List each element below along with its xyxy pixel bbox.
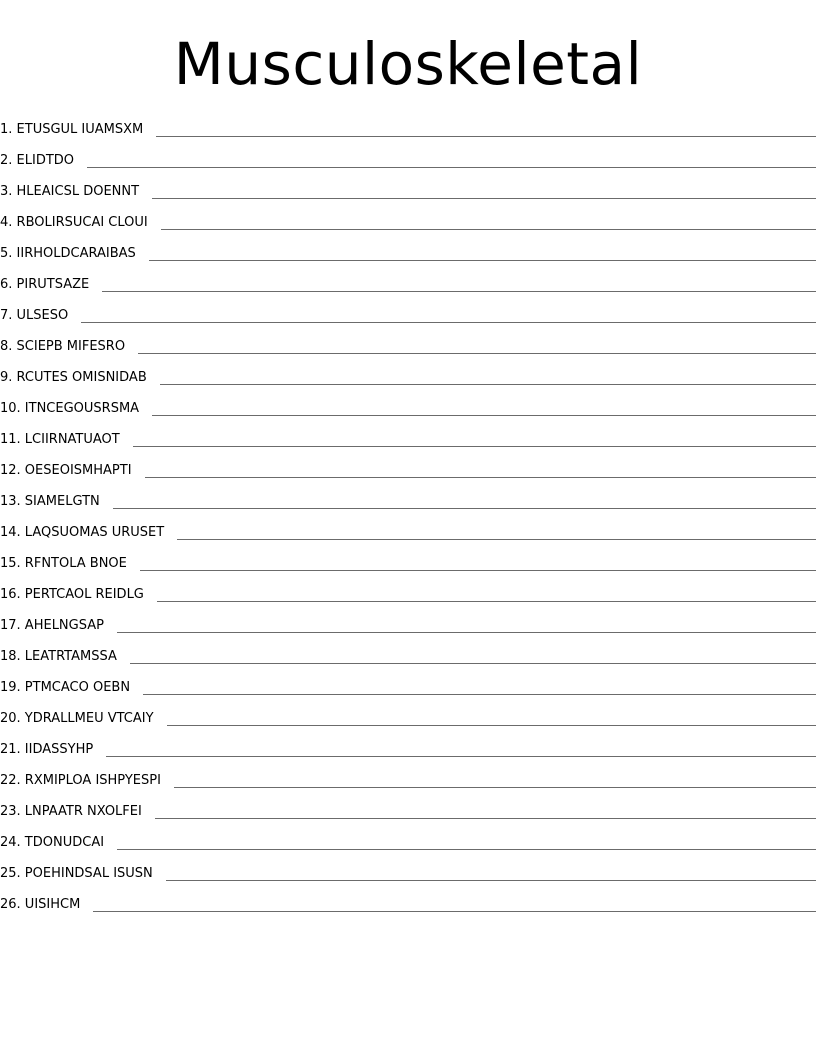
scrambled-word: 11. LCIIRNATUAOT bbox=[0, 432, 120, 447]
list-item bbox=[0, 544, 816, 575]
scrambled-word: 13. SIAMELGTN bbox=[0, 494, 100, 509]
answer-line[interactable] bbox=[161, 229, 816, 230]
scrambled-word: 7. ULSESO bbox=[0, 308, 69, 323]
scrambled-word: 8. SCIEPB MIFESRO bbox=[0, 339, 126, 354]
scrambled-word: 21. IIDASSYHP bbox=[0, 742, 94, 757]
scrambled-word: 20. YDRALLMEU VTCAIY bbox=[0, 711, 154, 726]
answer-line[interactable] bbox=[87, 167, 816, 168]
answer-line[interactable] bbox=[133, 446, 816, 447]
scramble-list bbox=[0, 110, 816, 916]
answer-line[interactable] bbox=[157, 601, 816, 602]
list-item bbox=[0, 389, 816, 420]
list-item bbox=[0, 327, 816, 358]
answer-line[interactable] bbox=[152, 415, 816, 416]
list-item bbox=[0, 823, 816, 854]
scrambled-word: 2. ELIDTDO bbox=[0, 153, 75, 168]
list-item bbox=[0, 668, 816, 699]
list-item bbox=[0, 854, 816, 885]
scrambled-word: 17. AHELNGSAP bbox=[0, 618, 104, 633]
list-item bbox=[0, 761, 816, 792]
list-item bbox=[0, 110, 816, 141]
list-item bbox=[0, 730, 816, 761]
answer-line[interactable] bbox=[174, 787, 816, 788]
list-item bbox=[0, 792, 816, 823]
answer-line[interactable] bbox=[106, 756, 816, 757]
answer-line[interactable] bbox=[177, 539, 816, 540]
scrambled-word: 24. TDONUDCAI bbox=[0, 835, 105, 850]
list-item bbox=[0, 885, 816, 916]
scrambled-word: 9. RCUTES OMISNIDAB bbox=[0, 370, 147, 385]
scrambled-word: 19. PTMCACO OEBN bbox=[0, 680, 131, 695]
list-item bbox=[0, 606, 816, 637]
scrambled-word: 14. LAQSUOMAS URUSET bbox=[0, 525, 165, 540]
list-item bbox=[0, 699, 816, 730]
list-item bbox=[0, 141, 816, 172]
list-item bbox=[0, 203, 816, 234]
list-item bbox=[0, 420, 816, 451]
scrambled-word: 6. PIRUTSAZE bbox=[0, 277, 90, 292]
scrambled-word: 18. LEATRTAMSSA bbox=[0, 649, 117, 664]
answer-line[interactable] bbox=[113, 508, 816, 509]
list-item bbox=[0, 234, 816, 265]
scrambled-word: 5. IIRHOLDCARAIBAS bbox=[0, 246, 136, 261]
list-item bbox=[0, 637, 816, 668]
answer-line[interactable] bbox=[156, 136, 816, 137]
answer-line[interactable] bbox=[130, 663, 816, 664]
list-item bbox=[0, 513, 816, 544]
answer-line[interactable] bbox=[155, 818, 816, 819]
scrambled-word: 25. POEHINDSAL ISUSN bbox=[0, 866, 153, 881]
list-item bbox=[0, 265, 816, 296]
answer-line[interactable] bbox=[138, 353, 816, 354]
list-item bbox=[0, 482, 816, 513]
worksheet-title: Musculoskeletal bbox=[173, 30, 643, 98]
list-item bbox=[0, 451, 816, 482]
answer-line[interactable] bbox=[102, 291, 816, 292]
answer-line[interactable] bbox=[145, 477, 816, 478]
answer-line[interactable] bbox=[117, 632, 816, 633]
scrambled-word: 4. RBOLIRSUCAI CLOUI bbox=[0, 215, 148, 230]
scrambled-word: 12. OESEOISMHAPTI bbox=[0, 463, 132, 478]
answer-line[interactable] bbox=[160, 384, 816, 385]
answer-line[interactable] bbox=[167, 725, 816, 726]
scrambled-word: 16. PERTCAOL REIDLG bbox=[0, 587, 144, 602]
scrambled-word: 26. UISIHCM bbox=[0, 897, 81, 912]
scrambled-word: 3. HLEAICSL DOENNT bbox=[0, 184, 140, 199]
list-item bbox=[0, 296, 816, 327]
scrambled-word: 23. LNPAATR NXOLFEI bbox=[0, 804, 142, 819]
answer-line[interactable] bbox=[166, 880, 816, 881]
answer-line[interactable] bbox=[152, 198, 816, 199]
scrambled-word: 15. RFNTOLA BNOE bbox=[0, 556, 127, 571]
answer-line[interactable] bbox=[143, 694, 816, 695]
scrambled-word: 22. RXMIPLOA ISHPYESPI bbox=[0, 773, 161, 788]
answer-line[interactable] bbox=[149, 260, 816, 261]
list-item bbox=[0, 575, 816, 606]
answer-line[interactable] bbox=[81, 322, 816, 323]
answer-line[interactable] bbox=[140, 570, 816, 571]
answer-line[interactable] bbox=[93, 911, 816, 912]
scrambled-word: 10. ITNCEGOUSRSMA bbox=[0, 401, 140, 416]
scrambled-word: 1. ETUSGUL IUAMSXM bbox=[0, 122, 144, 137]
list-item bbox=[0, 358, 816, 389]
list-item bbox=[0, 172, 816, 203]
answer-line[interactable] bbox=[117, 849, 816, 850]
